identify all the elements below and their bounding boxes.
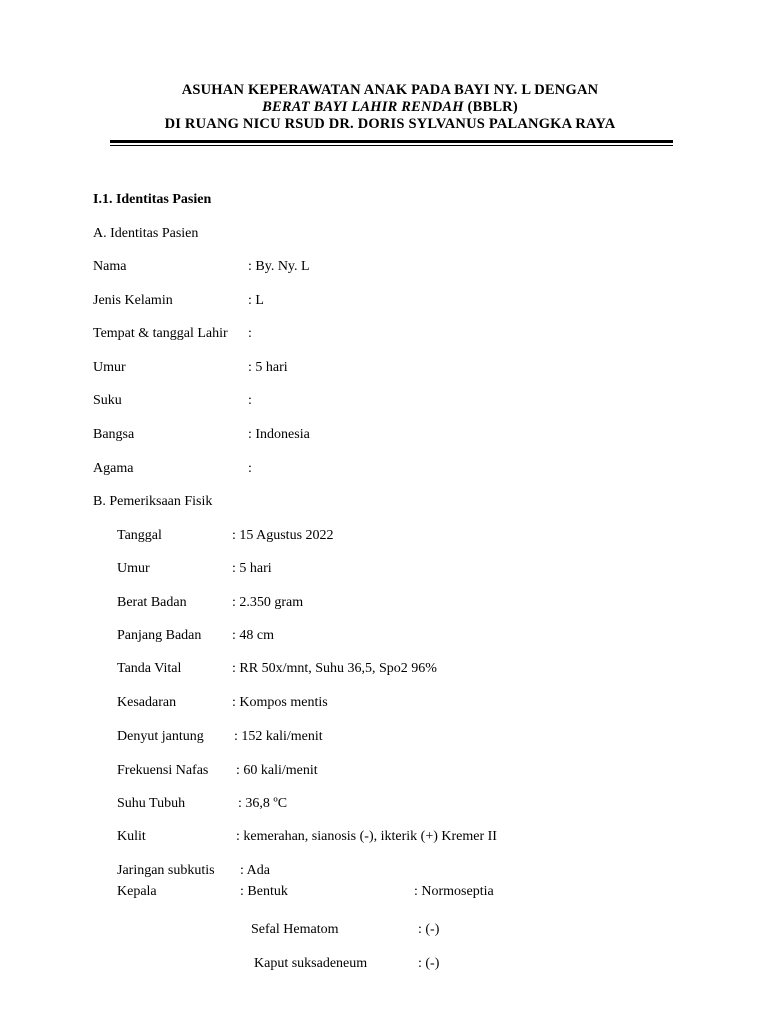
kepala-kaput-suksadeneum-label: Kaput suksadeneum bbox=[254, 956, 368, 971]
pemeriksaan-heading: B. Pemeriksaan Fisik bbox=[93, 494, 213, 509]
identitas-label-tempat-tanggal-lahir: Tempat & tanggal Lahir bbox=[93, 326, 228, 341]
kepala-sefal-hematom-label: Sefal Hematom bbox=[251, 922, 339, 937]
pemeriksaan-value-frekuensi-nafas: : 60 kali/menit bbox=[236, 763, 318, 778]
identitas-heading: A. Identitas Pasien bbox=[93, 226, 199, 241]
identitas-label-agama: Agama bbox=[93, 461, 134, 476]
identitas-value-suku: : bbox=[248, 393, 252, 408]
pemeriksaan-value-kulit: : kemerahan, sianosis (-), ikterik (+) Kremer II bbox=[236, 829, 497, 844]
document-title-line3: DI RUANG NICU RSUD DR. DORIS SYLVANUS PALANGKA RAYA bbox=[164, 116, 616, 132]
identitas-value-agama: : bbox=[248, 461, 252, 476]
pemeriksaan-value-umur: : 5 hari bbox=[232, 561, 272, 576]
identitas-value-umur: : 5 hari bbox=[248, 360, 288, 375]
pemeriksaan-label-umur: Umur bbox=[117, 561, 150, 576]
pemeriksaan-value-tanda-vital: : RR 50x/mnt, Suhu 36,5, Spo2 96% bbox=[232, 661, 437, 676]
document-title-abbrev: (BBLR) bbox=[463, 99, 518, 115]
kepala-label: Kepala bbox=[117, 884, 157, 899]
kepala-kaput-suksadeneum-value: : (-) bbox=[418, 956, 440, 971]
document-title-line1: ASUHAN KEPERAWATAN ANAK PADA BAYI NY. L DENGAN bbox=[181, 82, 599, 98]
pemeriksaan-value-tanggal: : 15 Agustus 2022 bbox=[232, 528, 334, 543]
pemeriksaan-value-jaringan-subkutis: : Ada bbox=[240, 863, 270, 878]
identitas-value-bangsa: : Indonesia bbox=[248, 427, 310, 442]
pemeriksaan-value-suhu-tubuh: : 36,8 ºC bbox=[238, 796, 288, 811]
pemeriksaan-label-tanda-vital: Tanda Vital bbox=[117, 661, 182, 676]
identitas-value-nama: : By. Ny. L bbox=[248, 259, 310, 274]
pemeriksaan-label-jaringan-subkutis: Jaringan subkutis bbox=[117, 863, 215, 878]
identitas-label-nama: Nama bbox=[93, 259, 127, 274]
identitas-value-jenis-kelamin: : L bbox=[248, 293, 264, 308]
pemeriksaan-value-berat-badan: : 2.350 gram bbox=[232, 595, 304, 610]
identitas-label-umur: Umur bbox=[93, 360, 126, 375]
identitas-label-bangsa: Bangsa bbox=[93, 427, 135, 442]
kepala-bentuk-label: : Bentuk bbox=[240, 884, 288, 899]
document-title-italic: BERAT BAYI LAHIR RENDAH bbox=[262, 99, 464, 115]
kepala-sefal-hematom-value: : (-) bbox=[418, 922, 440, 937]
pemeriksaan-label-kulit: Kulit bbox=[117, 829, 146, 844]
header-rule-thin bbox=[110, 145, 673, 146]
pemeriksaan-label-suhu-tubuh: Suhu Tubuh bbox=[117, 796, 186, 811]
kepala-bentuk-value: : Normoseptia bbox=[414, 884, 494, 899]
pemeriksaan-value-denyut-jantung: : 152 kali/menit bbox=[234, 729, 323, 744]
pemeriksaan-label-kesadaran: Kesadaran bbox=[117, 695, 177, 710]
document-title-line2 bbox=[0, 99, 768, 115]
identitas-label-suku: Suku bbox=[93, 393, 122, 408]
pemeriksaan-label-tanggal: Tanggal bbox=[117, 528, 162, 543]
pemeriksaan-label-frekuensi-nafas: Frekuensi Nafas bbox=[117, 763, 209, 778]
identitas-value-tempat-tanggal-lahir: : bbox=[248, 326, 252, 341]
pemeriksaan-value-panjang-badan: : 48 cm bbox=[232, 628, 274, 643]
pemeriksaan-label-berat-badan: Berat Badan bbox=[117, 595, 187, 610]
section-heading: I.1. Identitas Pasien bbox=[93, 192, 212, 207]
pemeriksaan-label-denyut-jantung: Denyut jantung bbox=[117, 729, 204, 744]
header-rule-thick bbox=[110, 140, 673, 143]
pemeriksaan-value-kesadaran: : Kompos mentis bbox=[232, 695, 328, 710]
pemeriksaan-label-panjang-badan: Panjang Badan bbox=[117, 628, 202, 643]
identitas-label-jenis-kelamin: Jenis Kelamin bbox=[93, 293, 173, 308]
